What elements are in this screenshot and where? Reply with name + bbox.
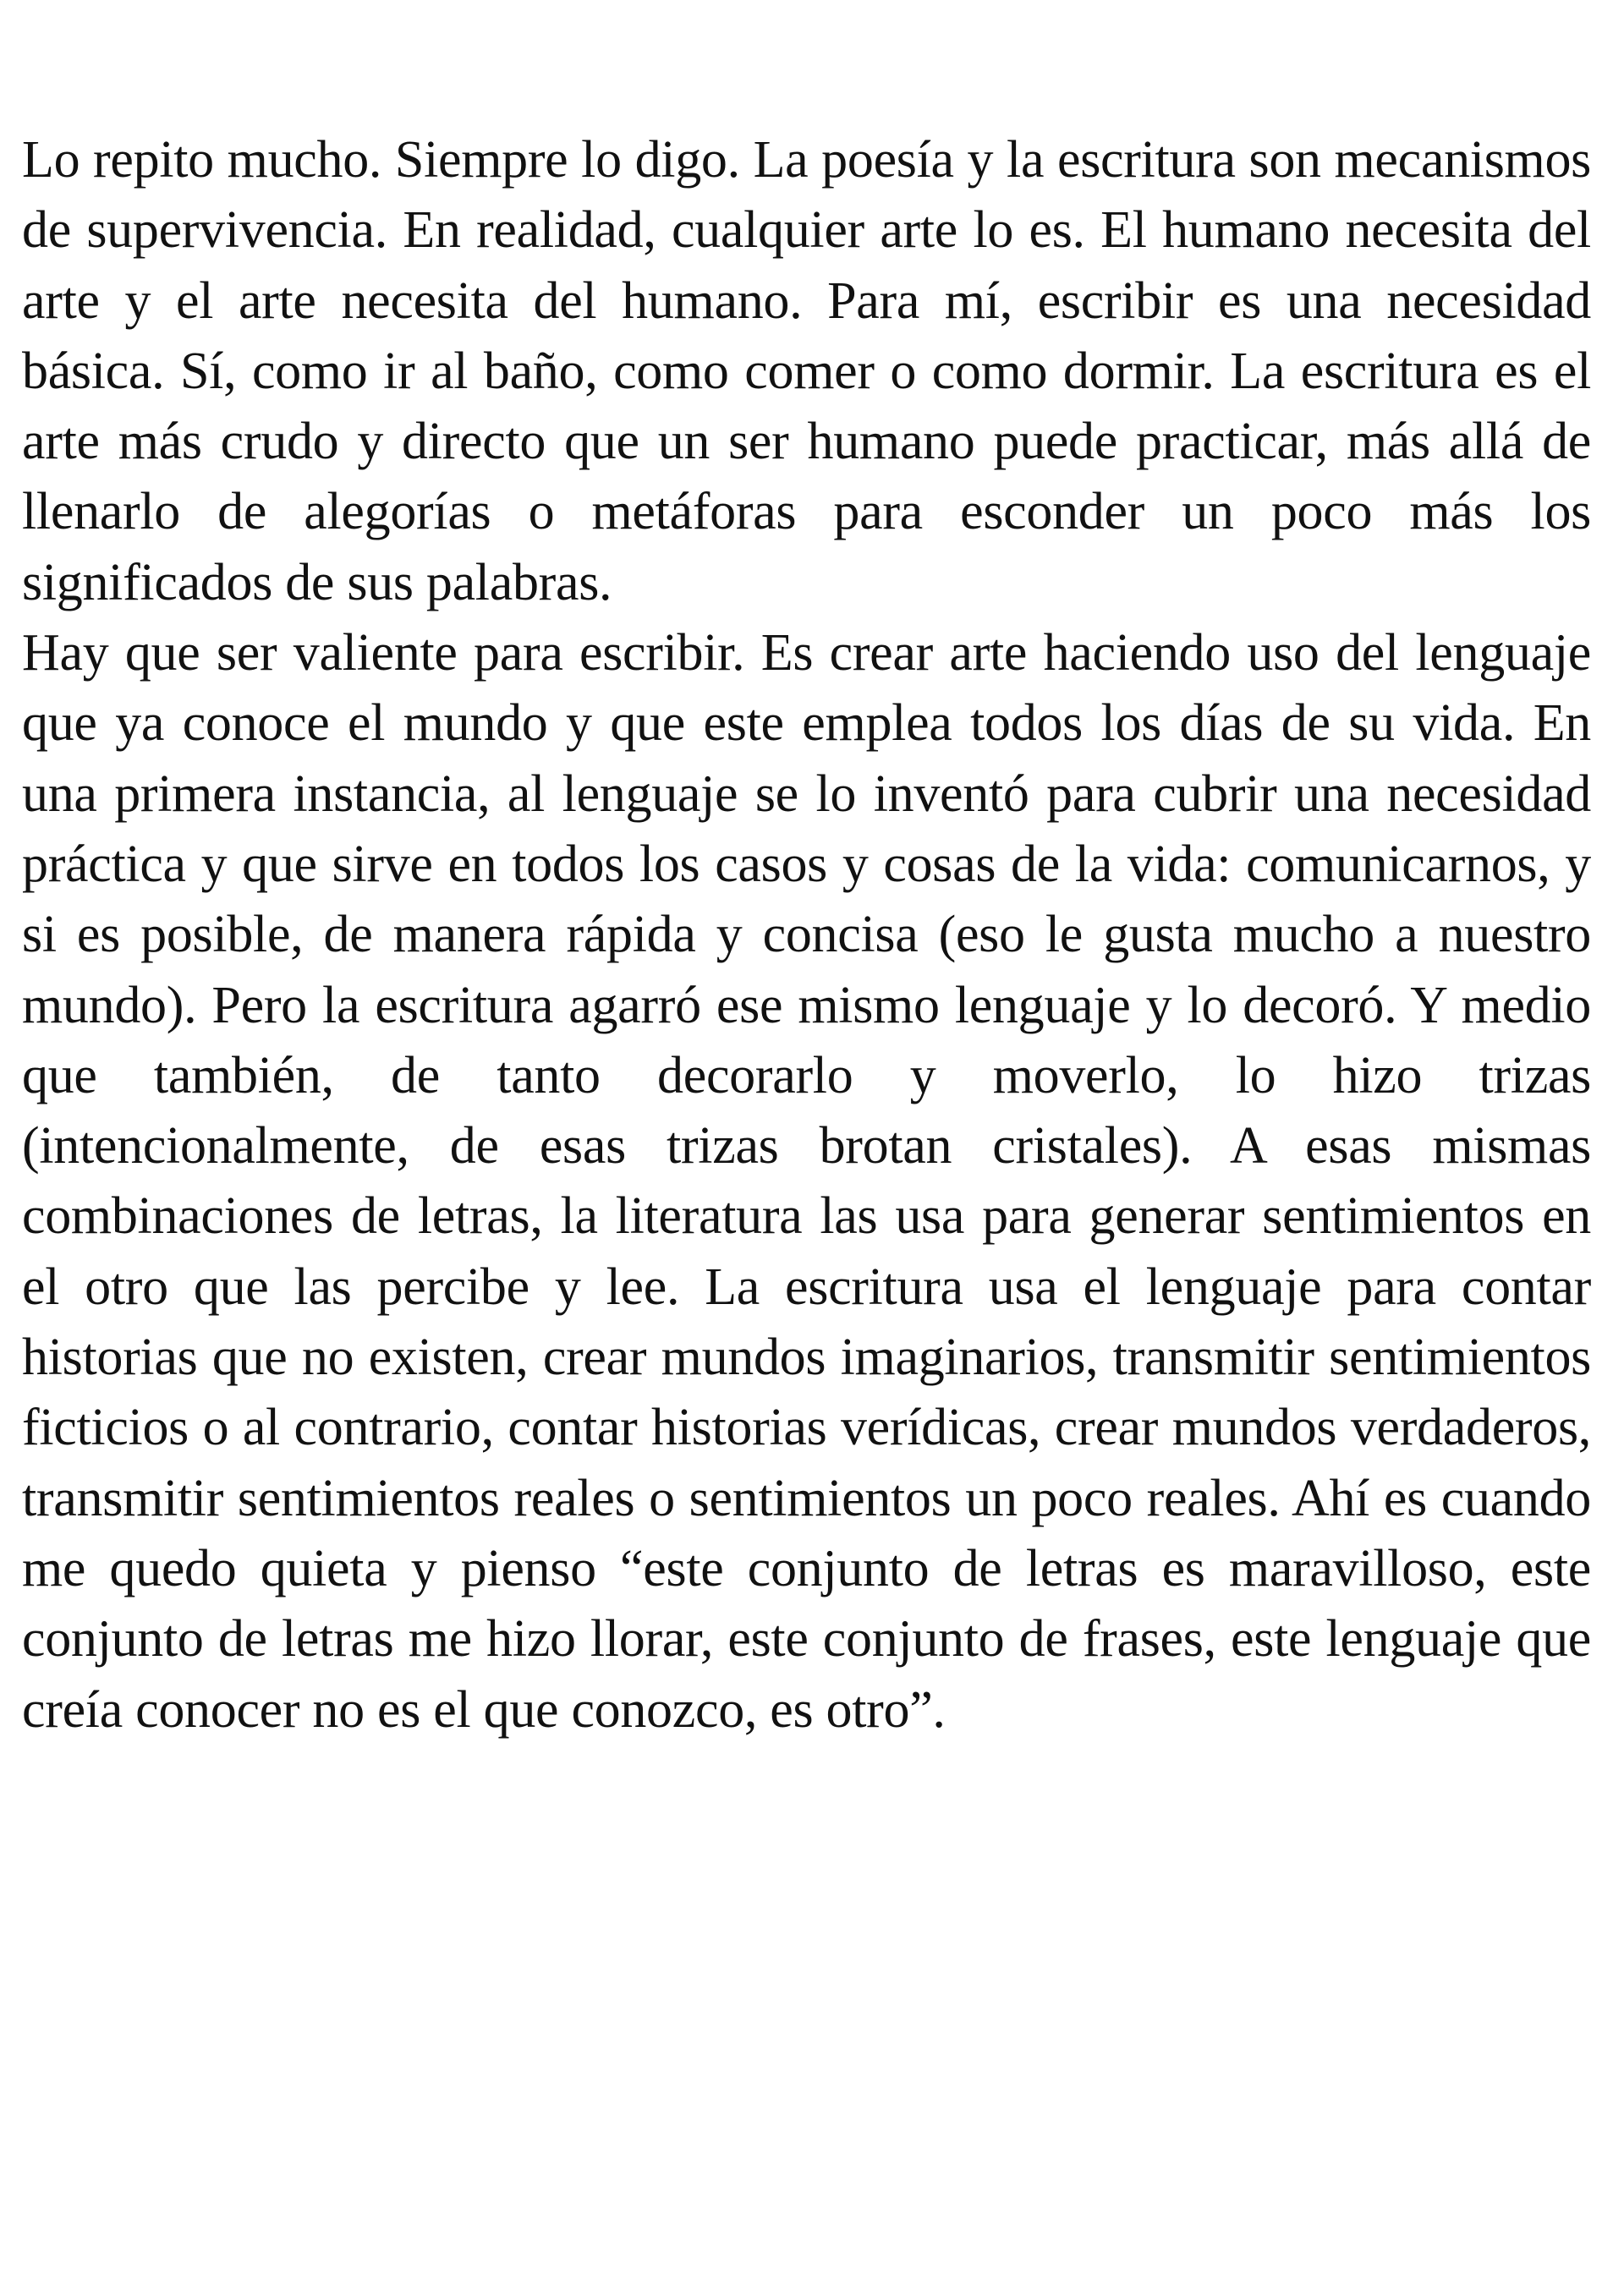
- paragraph-2: Hay que ser valiente para escribir. Es crear arte haciendo uso del lenguaje que ya conoce el mundo y que este emplea todos los días de su vida. En una primera instancia, al lenguaje se lo inventó para cubrir una necesidad práctica y que sirve en todos los casos y cosas de la vida: comunicarnos, y si es posible, de manera rápida y concisa (eso le gusta mucho a nuestro mundo). Pero la escritura agarró ese mismo lenguaje y lo decoró. Y medio que también, de tanto decorarlo y moverlo, lo hizo trizas (intencionalmente, de esas trizas brotan cristales). A esas mismas combinaciones de letras, la literatura las usa para generar sentimientos en el otro que las percibe y lee. La escritura usa el lenguaje para contar historias que no existen, crear mundos imaginarios, transmitir sentimientos ficticios o al contrario, contar historias verídicas, crear mundos verdaderos, transmitir sentimientos reales o sentimientos un poco reales. Ahí es cuando me quedo quieta y pienso “este conjunto de letras es maravilloso, este conjunto de letras me hizo llorar, este conjunto de frases, este lenguaje que creía conocer no es el que conozco, es otro”.: [22, 624, 1591, 1739]
- paragraph-1: Lo repito mucho. Siempre lo digo. La poesía y la escritura son mecanismos de supervivencia. En realidad, cualquier arte lo es. El humano necesita del arte y el arte necesita del humano. Para mí, escribir es una necesidad básica. Sí, como ir al baño, como comer o como dormir. La escritura es el arte más crudo y directo que un ser humano puede practicar, más allá de llenarlo de alegorías o metáforas para esconder un poco más los significados de sus palabras.: [22, 131, 1591, 611]
- document-body: [22, 125, 1591, 1745]
